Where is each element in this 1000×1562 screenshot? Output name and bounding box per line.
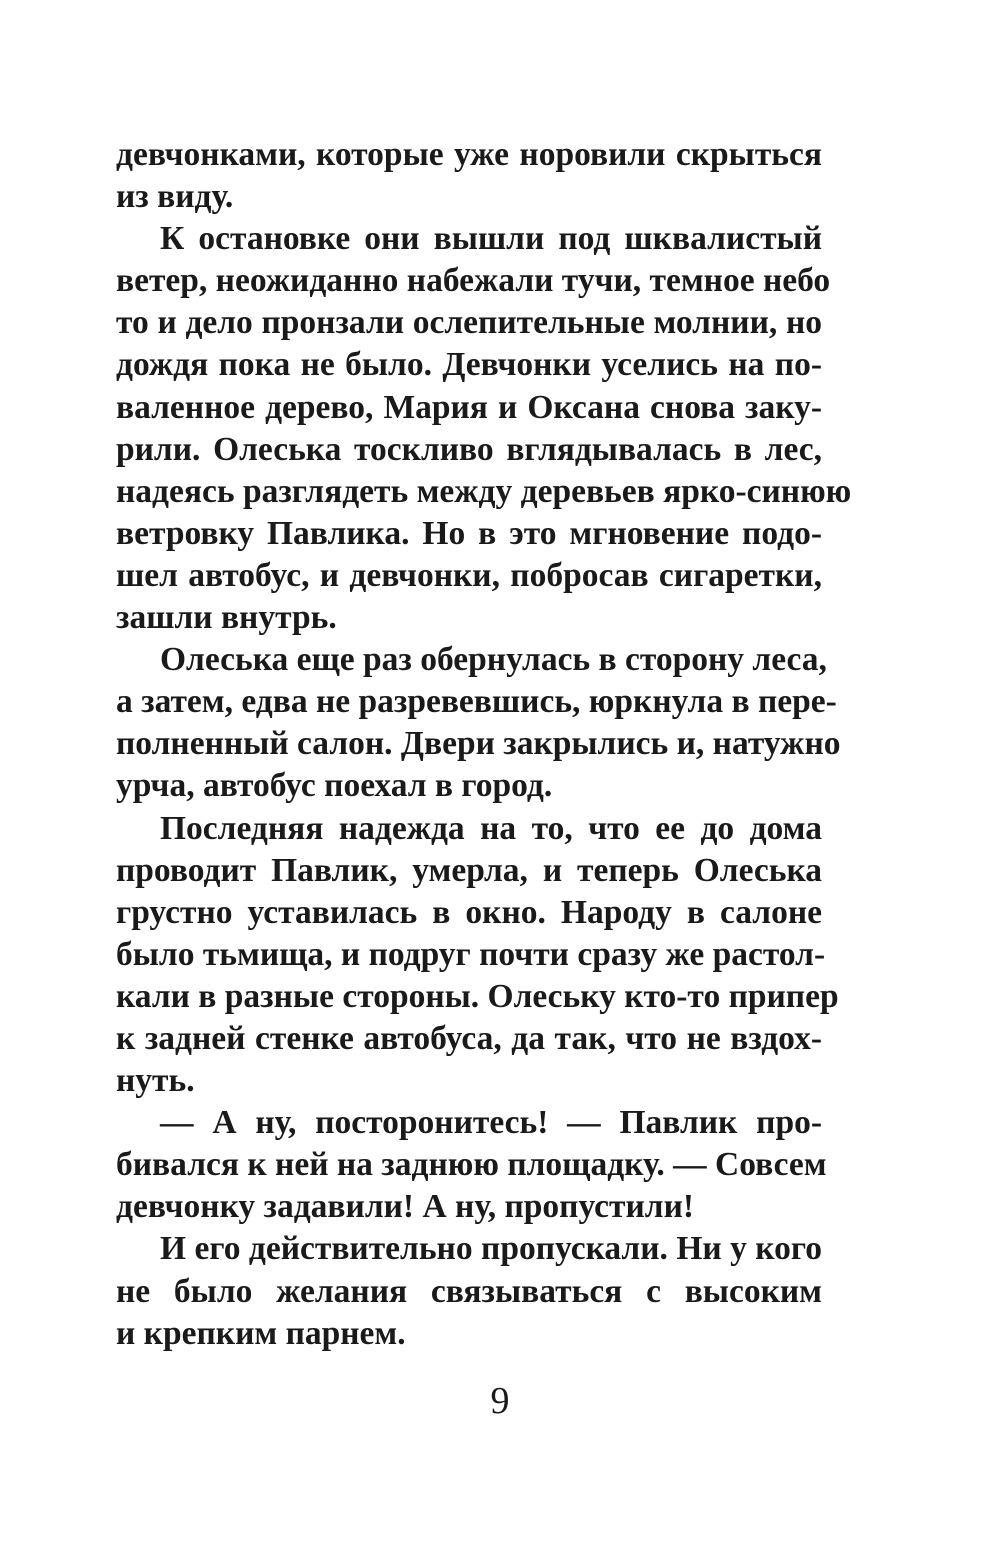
paragraph [116,218,852,639]
text-line: — А ну, посторонитесь! — Павлик про- [160,1104,822,1142]
text-line: бивался к ней на заднюю площадку. — Совсем [116,1146,827,1184]
text-line: надеясь разглядеть между деревьев ярко-синюю [116,472,852,510]
text-line: ветер, неожиданно набежали тучи, темное небо [116,262,831,300]
text-line: нуть. [116,1062,195,1100]
text-line: грустно уставилась в окно. Народу в салоне [116,893,822,931]
text-line: кали в разные стороны. Олеську кто-то припер [116,977,839,1015]
text-line: рили. Олеська тоскливо вглядывалась в лес, [116,430,822,468]
text-line: проводит Павлик, умерла, и теперь Олеська [116,851,822,889]
text-line: из виду. [116,178,234,216]
page-number: 9 [490,1380,510,1422]
text-line: полненный салон. Двери закрылись и, натужно [116,725,841,763]
text-line: не было желания связываться с высоким [116,1272,822,1310]
text-line: а затем, едва не разревевшись, юркнула в пере- [116,683,837,721]
text-line: и крепким парнем. [116,1314,406,1352]
paragraph [116,1228,822,1354]
text-line: И его действительно пропускали. Ни у кого [160,1230,822,1268]
text-line: девчонками, которые уже норовили скрыться [116,136,822,173]
text-line: валенное дерево, Мария и Оксана снова заку- [116,388,822,426]
text-line: ветровку Павлика. Но в это мгновение подо- [116,514,822,552]
text-line: к задней стенке автобуса, да так, что не вздох- [116,1019,822,1057]
paragraph [116,1102,827,1228]
text-line: Последняя надежда на то, что ее до дома [160,809,822,847]
text-line: дождя пока не было. Девчонки уселись на по- [116,346,822,384]
text-line: К остановке они вышли под шквалистый [160,220,822,258]
text-line: урча, автобус поехал в город. [116,767,553,805]
text-line: было тьмища, и подруг почти сразу же растол- [116,935,826,973]
text-line: девчонку задавили! А ну, пропустили! [116,1188,695,1226]
paragraph [116,134,822,218]
paragraph [116,639,841,807]
text-line: Олеська еще раз обернулась в сторону леса, [160,641,827,679]
body-text [116,134,852,1355]
text-line: зашли внутрь. [116,599,337,637]
text-line: шел автобус, и девчонки, побросав сигаретки, [116,556,822,594]
text-line: то и дело пронзали ослепительные молнии, но [116,304,822,342]
paragraph [116,808,839,1103]
